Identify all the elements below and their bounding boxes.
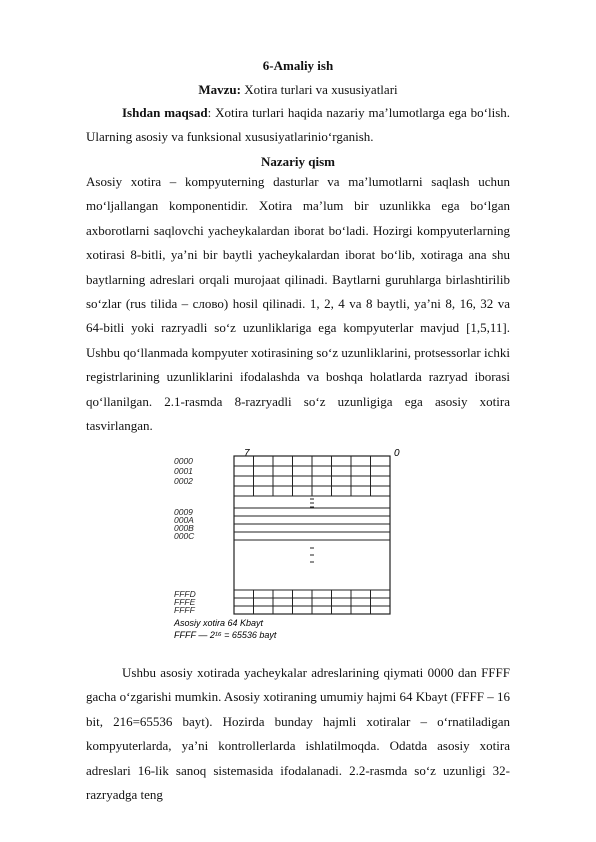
middle-cells-grid	[234, 508, 390, 540]
aim-paragraph	[86, 101, 510, 150]
address-label: 000B	[174, 523, 194, 533]
address-label: 0002	[174, 476, 193, 486]
practical-work-title: 6-Amaliy ish	[262, 58, 334, 73]
address-label: 0001	[174, 466, 193, 476]
topic-label: Mavzu:	[198, 82, 241, 97]
aim-label: Ishdan maqsad	[122, 105, 208, 120]
address-label: FFFE	[174, 597, 196, 607]
figure-caption-line-2: FFFF — 2¹⁶ = 65536 bayt	[174, 630, 277, 640]
bit-high-label: 7	[244, 448, 250, 459]
topic-text: Xotira turlari va xususiyatlari	[240, 82, 398, 97]
address-label: 0009	[174, 507, 193, 517]
topic-line	[0, 82, 596, 98]
bottom-cells-grid	[234, 590, 390, 614]
top-cells-grid	[234, 456, 390, 496]
address-label: 0000	[174, 456, 193, 466]
section-heading: Nazariy qism	[260, 154, 336, 169]
theory-paragraph-1: Asosiy xotira – kompyuterning dasturlar va ma’lumotlarni saqlash uchun mo‘ljallangan komponentidir. Xotira ma’lum bir uzunlikka ega bo‘lgan axborotlarni saqlovchi yacheykalardan iborat bo‘ladi. Hozirgi kompyuterlarning xotirasi 8-bitli, ya’ni bir baytli yacheykalardan iborat bo‘lib, xotiraga ana shu baytlarning adreslari orqali murojaat qilinadi. Baytlarni guruhlarga birlashtirilib so‘zlar (rus tilida – слово) hosil qilinadi. 1, 2, 4 va 8 baytli, ya’ni 8, 16, 32 va 64-bitli yoki razryadli so‘z uzunliklariga ega kompyuterlar mavjud [1,5,11]. Ushbu qo‘llanmada kompyuter xotirasining so‘z uzunliklarini, protsessorlar ichki registrlarining uzunliklarini ifodalashda va boshqa holatlarda razryad iborasi qo‘llanilgan. 2.1-rasmda 8-razryadli so‘z uzunligiga ega asosiy xotira tasvirlangan.	[86, 174, 510, 434]
figure-caption-line-1: Asosiy xotira 64 Kbayt	[174, 618, 264, 628]
memory-diagram	[173, 448, 400, 640]
memory-figure	[168, 444, 424, 644]
address-label: FFFD	[174, 589, 196, 599]
theory-paragraph-2: Ushbu asosiy xotirada yacheykalar adreslarining qiymati 0000 dan FFFF gacha o‘zgarishi mumkin. Asosiy xotiraning umumiy hajmi 64 Kbayt (FFFF – 16 bit, 216=65536 bayt). Hozirda bunday hajmli xotiralar – o‘rnatiladigan kompyuterlarda, ya’ni kontrollerlarda ishlatilmoqda. Odatda asosiy xotira adreslari 16-lik sanoq sistemasida ifodalanadi. 2.2-rasmda so‘z uzunligi 32-razryadga teng	[86, 665, 510, 803]
address-label: FFFF	[174, 605, 195, 615]
aim-text: : Xotira turlari haqida nazariy ma’lumotlarga ega bo‘lish. Ularning asosiy va funksional xususiyatlarinio‘rganish.	[86, 105, 511, 145]
bit-low-label: 0	[394, 448, 400, 459]
address-label: 000A	[174, 515, 194, 525]
address-label: 000C	[174, 531, 195, 541]
